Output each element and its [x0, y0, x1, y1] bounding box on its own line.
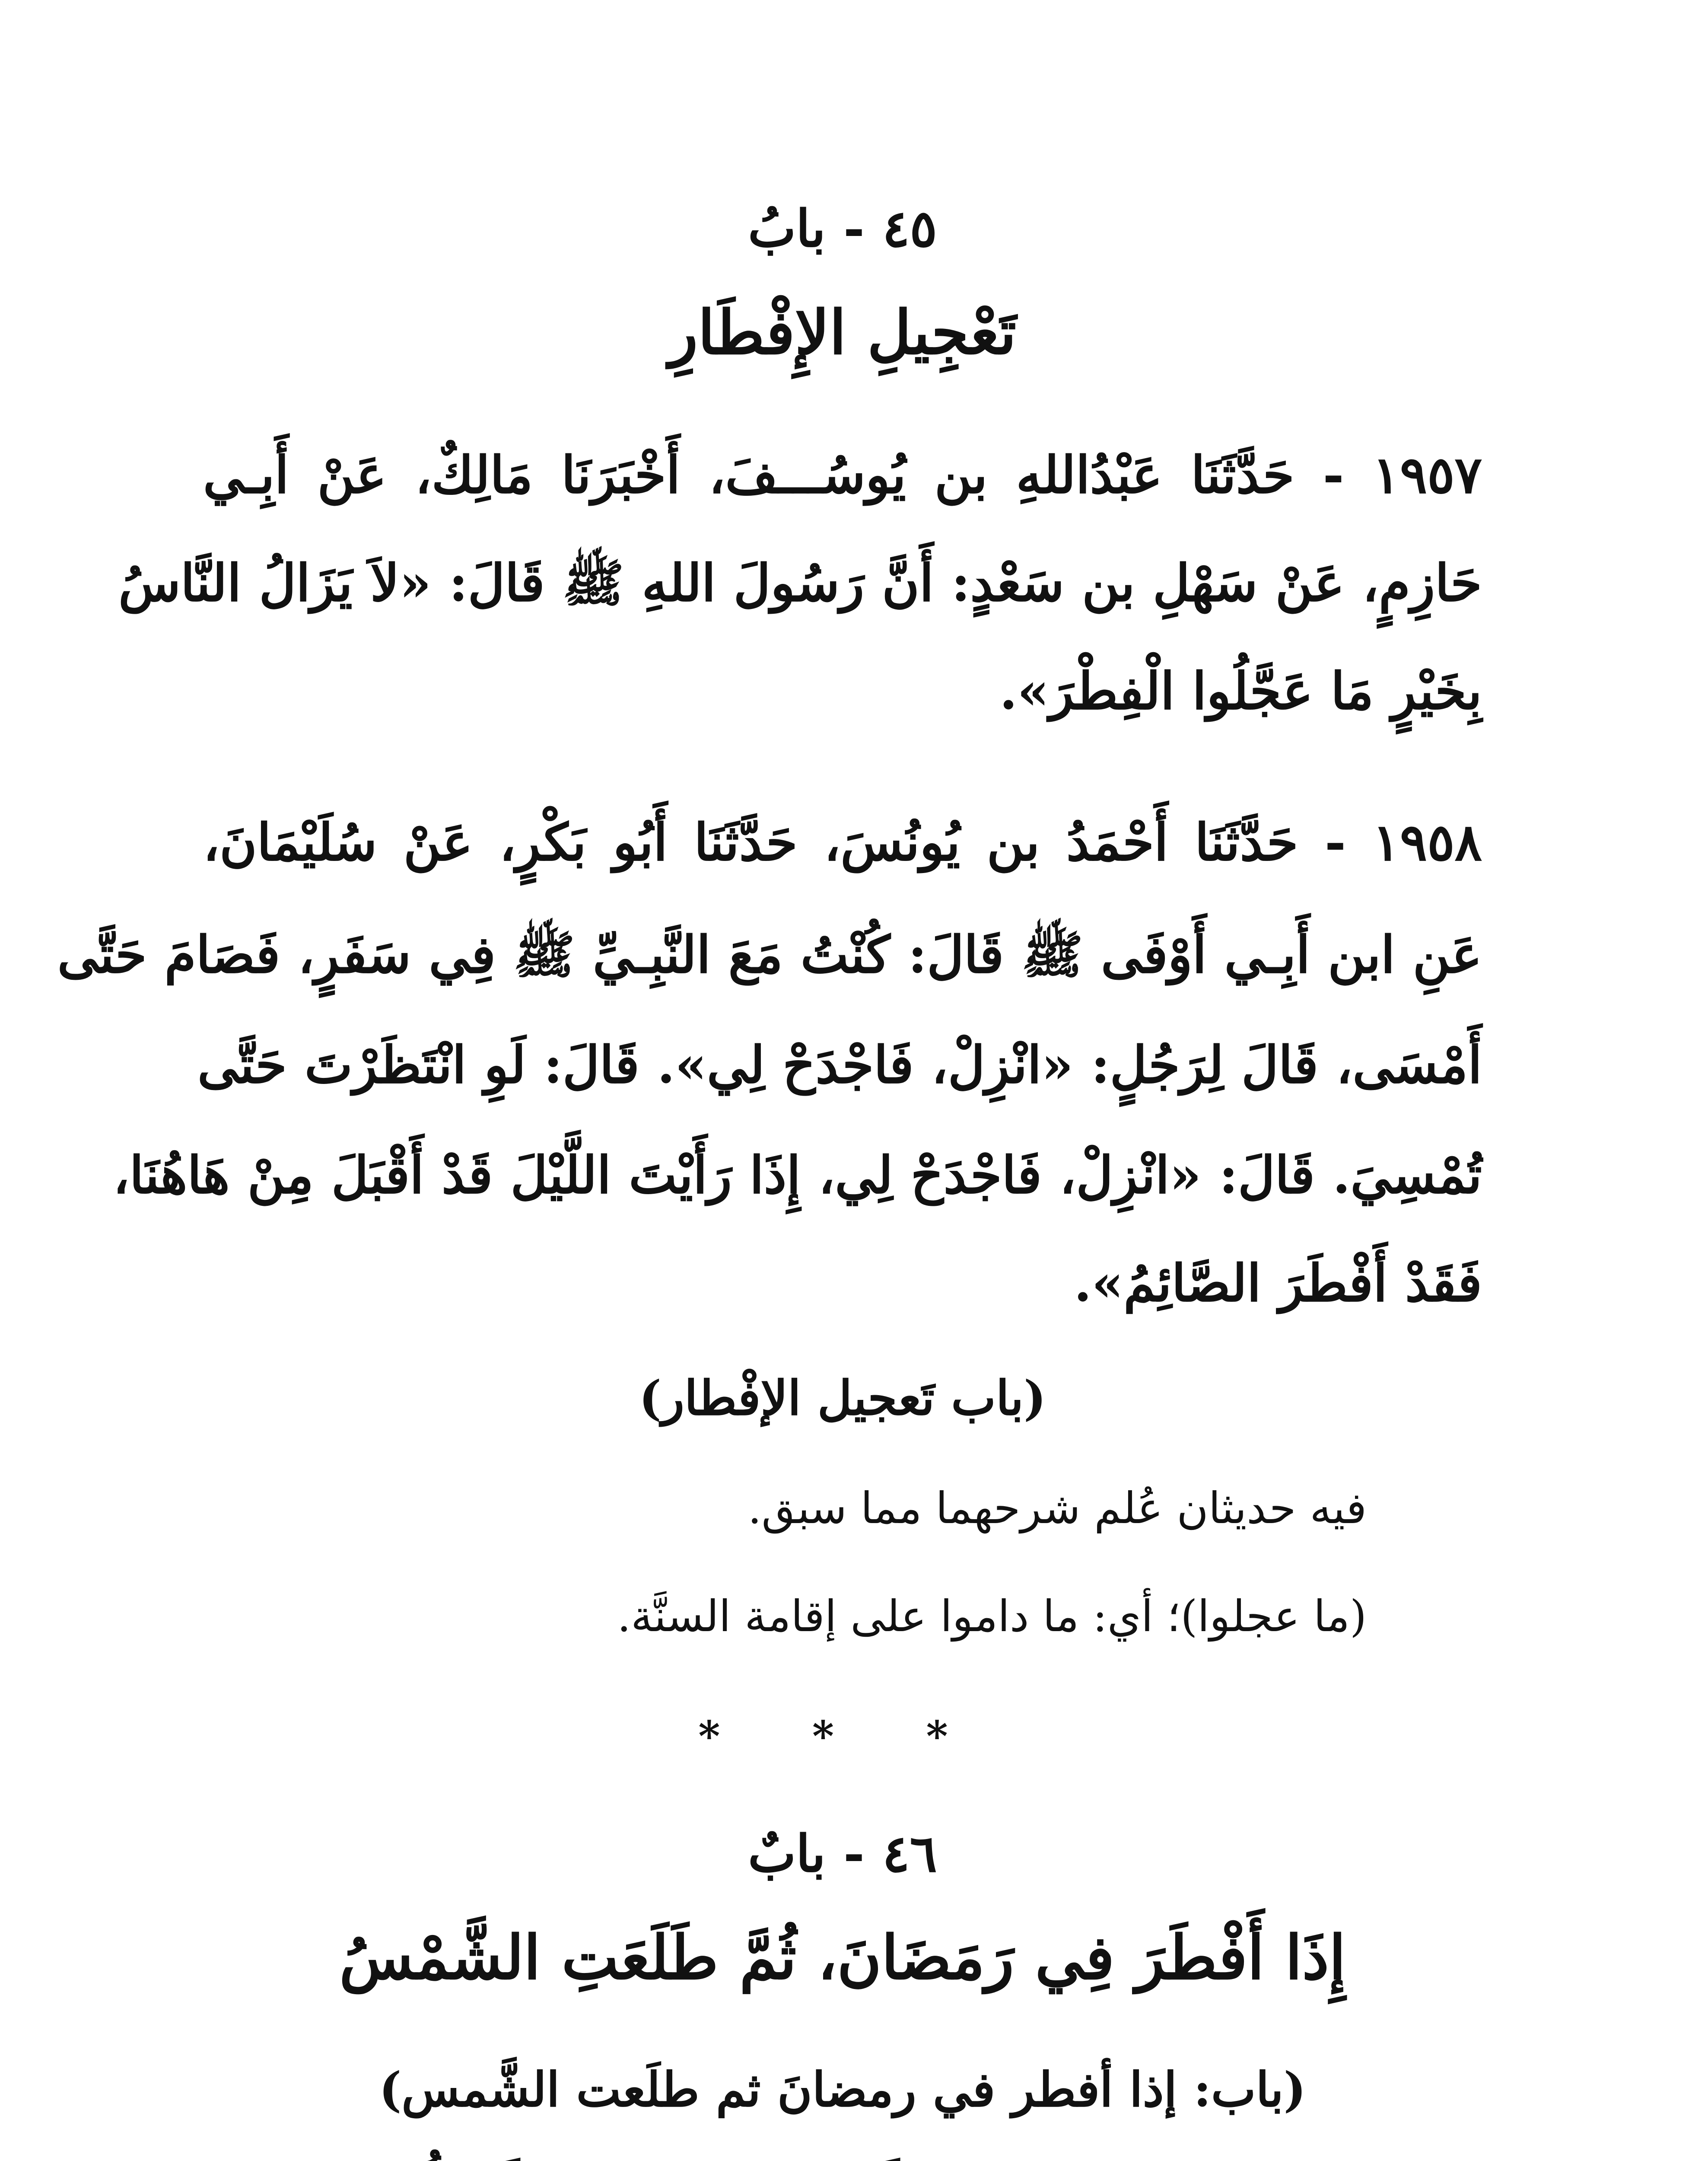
hadith-1958-line-1: ١٩٥٨ - حَدَّثَنَا أَحْمَدُ بن يُونُسَ، حَدَّثَنَا أَبُو بَكْرٍ، عَنْ سُلَيْمَانَ، — [203, 812, 1482, 872]
commentary-45-line-2: (ما عجلوا)؛ أي: ما داموا على إقامة السنَّة. — [617, 1591, 1367, 1641]
section-separator: * * * — [698, 1712, 987, 1761]
chapter-45-title: تَعْجِيلِ الإِفْطَارِ — [668, 297, 1017, 368]
hadith-1958-line-5: فَقَدْ أَفْطَرَ الصَّائِمُ». — [1074, 1253, 1482, 1313]
hadith-1957-line-1: ١٩٥٧ - حَدَّثَنَا عَبْدُاللهِ بن يُوسُـــفَ، أَخْبَرَنَا مَالِكٌ، عَنْ أَبِـي — [203, 445, 1482, 505]
hadith-1957-line-2: حَازِمٍ، عَنْ سَهْلِ بن سَعْدٍ: أَنَّ رَسُولَ اللهِ ﷺ قَالَ: «لاَ يَزَالُ النَّاسُ — [118, 553, 1482, 613]
hadith-1958-line-4: تُمْسِيَ. قَالَ: «انْزِلْ، فَاجْدَحْ لِي، إِذَا رَأَيْتَ اللَّيْلَ قَدْ أَقْبَلَ مِنْ هَاهُنَا، — [113, 1145, 1482, 1205]
hadith-1957-line-3: بِخَيْرٍ مَا عَجَّلُوا الْفِطْرَ». — [999, 661, 1482, 721]
hadith-1958-line-2: عَنِ ابن أَبِـي أَوْفَى ﷺ قَالَ: كُنْتُ مَعَ النَّبِـيِّ ﷺ فِي سَفَرٍ، فَصَامَ حَتَّى — [57, 924, 1482, 985]
hadith-1958-line-3: أَمْسَى، قَالَ لِرَجُلٍ: «انْزِلْ، فَاجْدَحْ لِي». قَالَ: لَوِ انْتَظَرْتَ حَتَّى — [197, 1035, 1482, 1095]
chapter-45-heading: ٤٥ - بابُ — [748, 198, 937, 258]
chapter-46-heading: ٤٦ - بابٌ — [748, 1823, 937, 1884]
chapter-46-title: إِذَا أَفْطَرَ فِي رَمَضَانَ، ثُمَّ طَلَعَتِ الشَّمْسُ — [339, 1922, 1346, 1993]
commentary-46-title: (باب: إذا أفطر في رمضانَ ثم طلَعت الشَّمس) — [379, 2062, 1306, 2117]
commentary-45-title: (باب تَعجيل الإفْطار) — [639, 1370, 1046, 1426]
commentary-45-line-1: فيه حديثان عُلم شرحهما مما سبق. — [747, 1483, 1367, 1533]
